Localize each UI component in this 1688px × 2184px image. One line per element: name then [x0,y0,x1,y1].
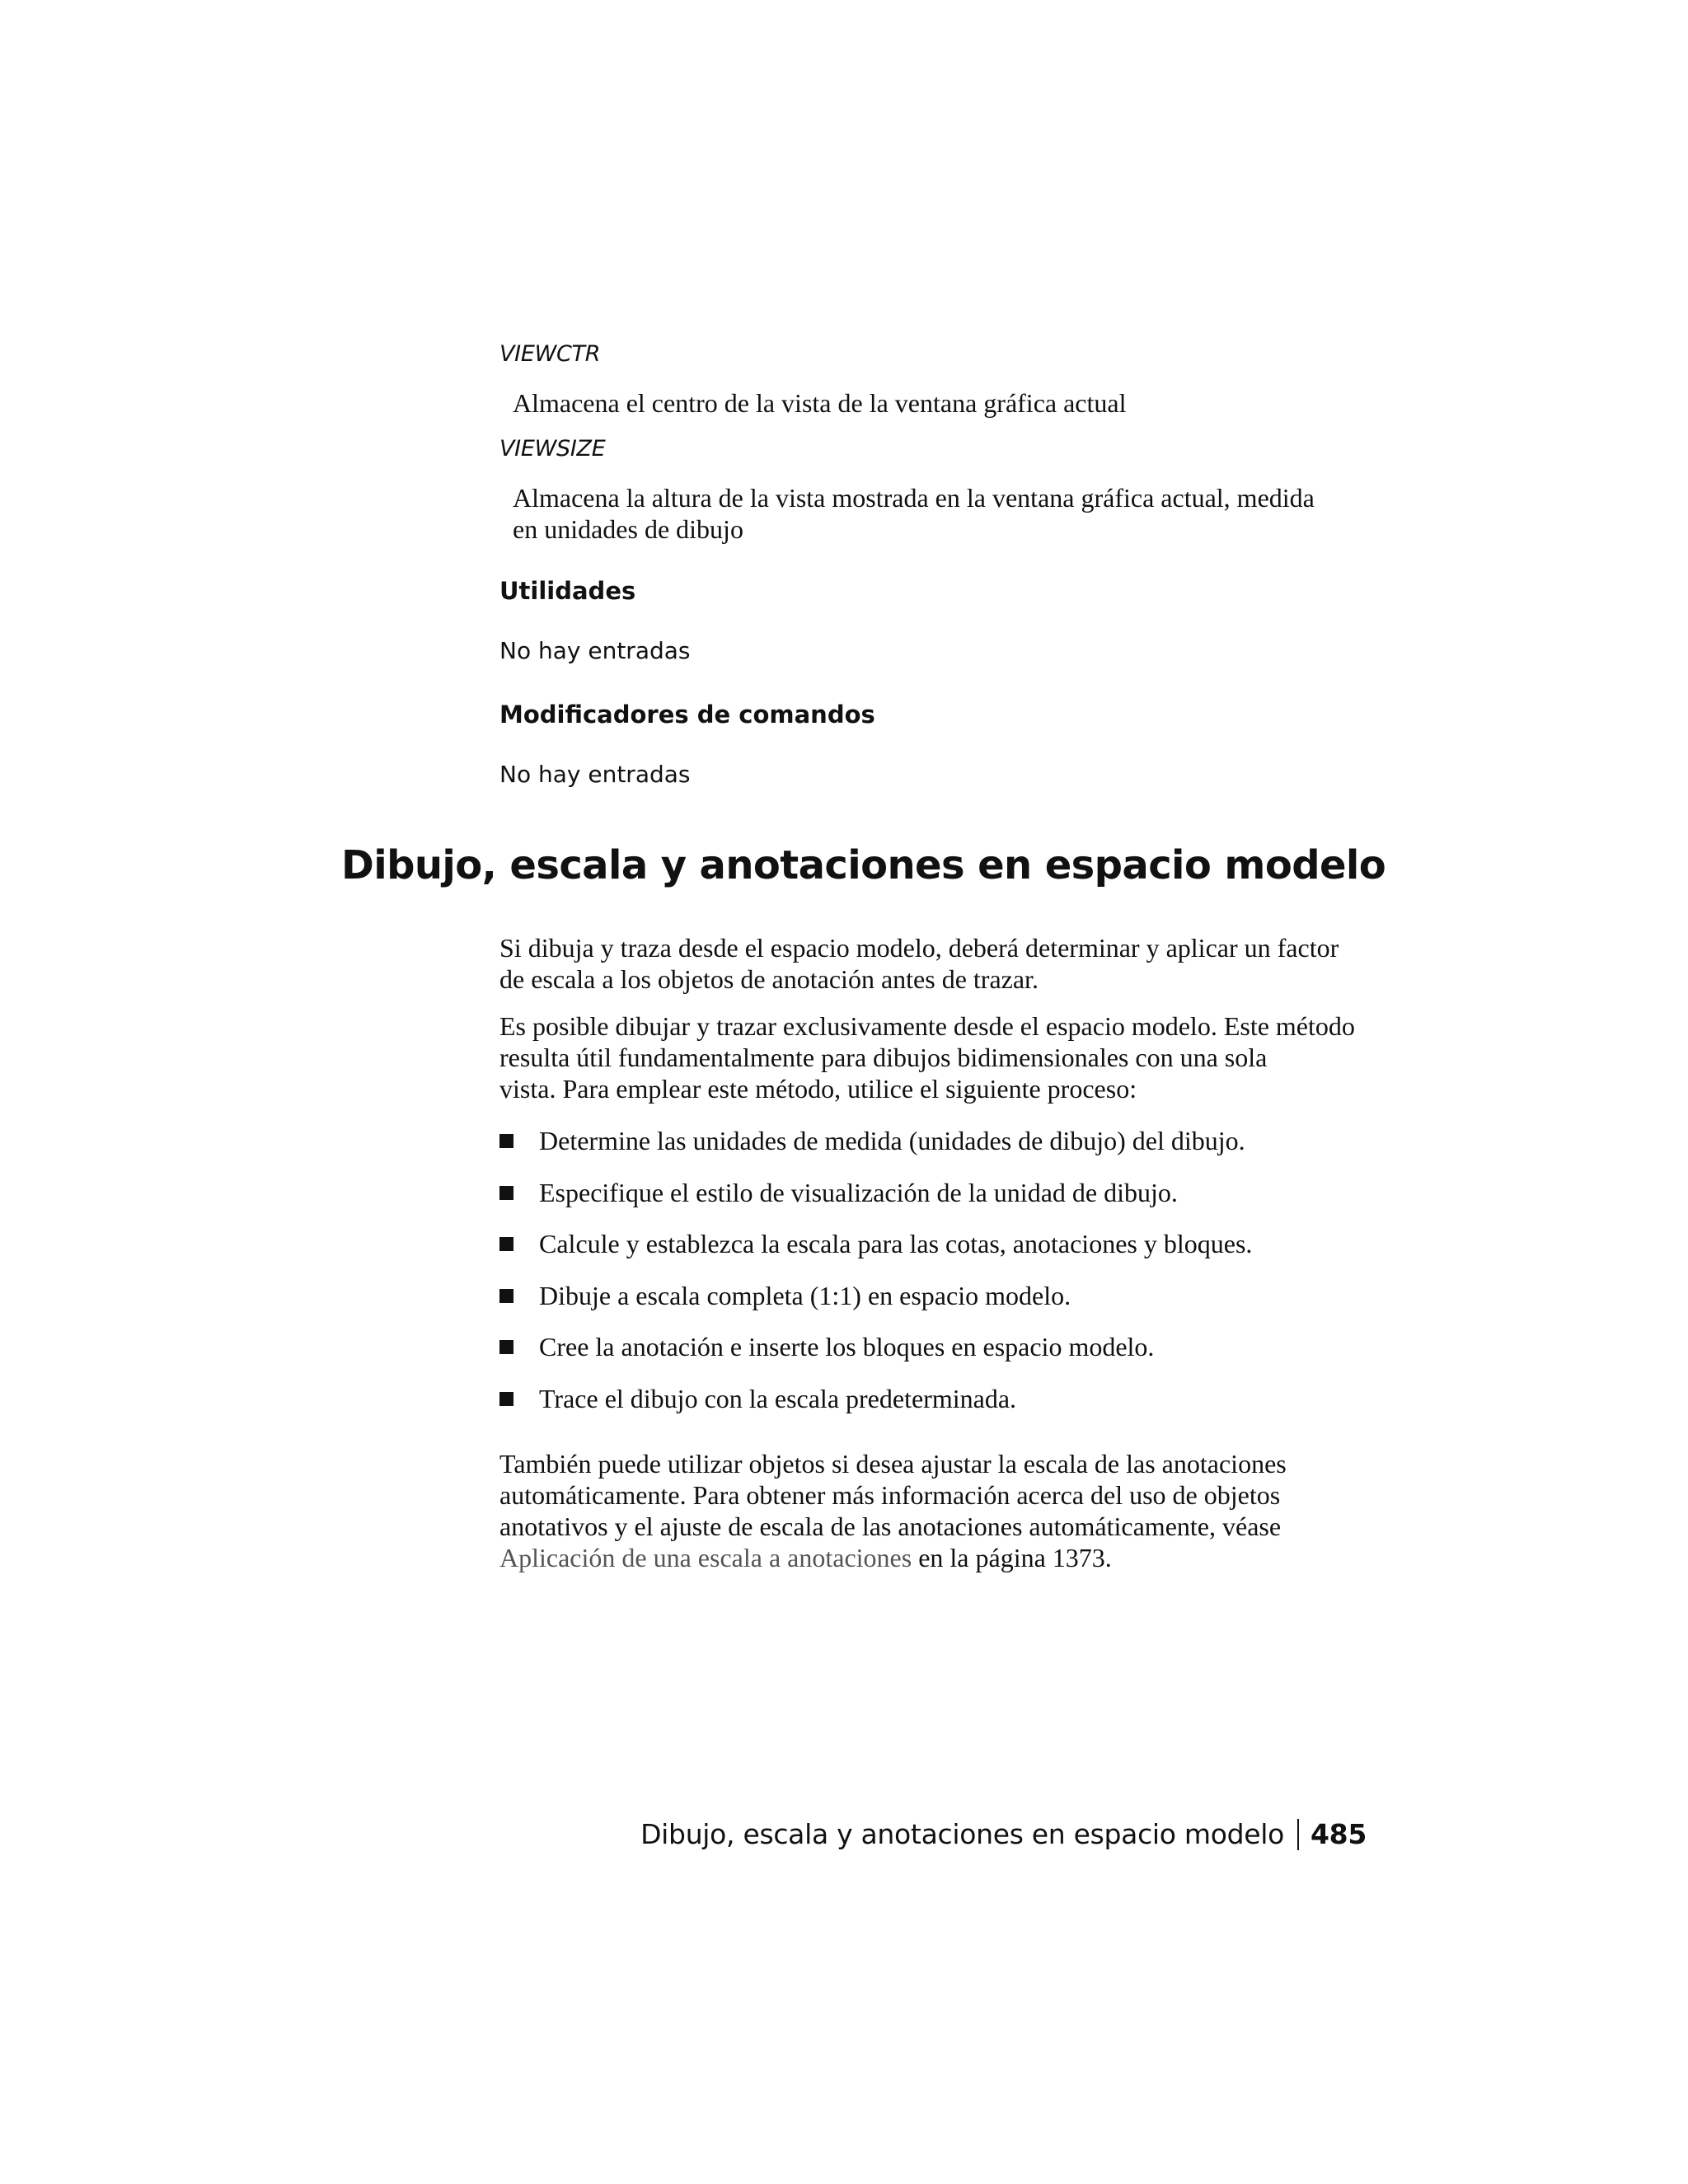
square-bullet-icon [499,1340,513,1354]
footer-title: Dibujo, escala y anotaciones en espacio modelo [640,1818,1285,1850]
list-item-text: Calcule y establezca la escala para las cotas, anotaciones y bloques. [539,1229,1253,1258]
sysvar-description-line: en unidades de dibujo [513,514,743,544]
process-paragraph [499,1010,1373,1104]
closing-paragraph [499,1448,1373,1573]
paragraph-line-with-link [499,1542,1373,1573]
paragraph-line: vista. Para emplear este método, utilice el siguiente proceso: [499,1074,1137,1104]
square-bullet-icon [499,1186,513,1200]
paragraph-line: Si dibuja y traza desde el espacio modelo, deberá determinar y aplicar un factor [499,933,1339,963]
footer-divider [1297,1819,1299,1850]
list-item-text: Trace el dibujo con la escala predeterminada. [539,1383,1017,1413]
square-bullet-icon [499,1237,513,1251]
paragraph-line: anotativos y el ajuste de escala de las anotaciones automáticamente, véase [499,1511,1282,1541]
steps-list-container [499,1125,1373,1434]
modifiers-body [499,761,1373,788]
steps-list [499,1125,1373,1414]
utilities-body [499,637,1373,664]
modifiers-heading: Modificadores de comandos [499,701,875,729]
paragraph-line: de escala a los objetos de anotación antes de trazar. [499,964,1039,994]
square-bullet-icon [499,1289,513,1303]
utilities-heading: Utilidades [499,577,636,605]
utilities-section [499,577,1373,605]
list-item [499,1383,1373,1414]
list-item-text: Determine las unidades de medida (unidades de dibujo) del dibujo. [539,1126,1245,1155]
page-number: 485 [1311,1818,1367,1850]
sysvar-viewsize [499,436,1373,462]
square-bullet-icon [499,1134,513,1148]
sysvar-viewctr [499,341,1373,367]
intro-paragraph [499,932,1373,995]
list-item [499,1125,1373,1156]
list-item-text: Dibuje a escala completa (1:1) en espacio modelo. [539,1280,1071,1310]
utilities-text: No hay entradas [499,637,691,664]
sysvar-name: VIEWCTR [499,341,601,367]
sysvar-description: Almacena el centro de la vista de la ventana gráfica actual [513,388,1127,418]
list-item [499,1177,1373,1208]
paragraph-line: Es posible dibujar y trazar exclusivamente desde el espacio modelo. Este método [499,1011,1355,1041]
list-item-text: Especifique el estilo de visualización de la unidad de dibujo. [539,1177,1178,1207]
paragraph-line: También puede utilizar objetos si desea ajustar la escala de las anotaciones [499,1449,1287,1479]
sysvar-name: VIEWSIZE [499,436,606,462]
link-suffix-text: en la página 1373. [912,1543,1112,1572]
modifiers-text: No hay entradas [499,761,691,788]
square-bullet-icon [499,1392,513,1406]
list-item-text: Cree la anotación e inserte los bloques en espacio modelo. [539,1332,1155,1361]
sysvar-description-line: Almacena la altura de la vista mostrada en la ventana gráfica actual, medida [513,483,1315,513]
list-item [499,1331,1373,1362]
page-footer [640,1818,1367,1850]
sysvar-viewctr-desc-block [499,387,1373,419]
list-item [499,1280,1373,1311]
section-title: Dibujo, escala y anotaciones en espacio modelo [341,842,1386,888]
paragraph-line: resulta útil fundamentalmente para dibujos bidimensionales con una sola [499,1043,1268,1072]
paragraph-line: automáticamente. Para obtener más información acerca del uso de objetos [499,1480,1281,1510]
list-item [499,1228,1373,1259]
modifiers-section [499,701,1373,729]
cross-reference-link[interactable]: Aplicación de una escala a anotaciones [499,1543,912,1572]
sysvar-viewsize-desc-block [499,482,1373,545]
